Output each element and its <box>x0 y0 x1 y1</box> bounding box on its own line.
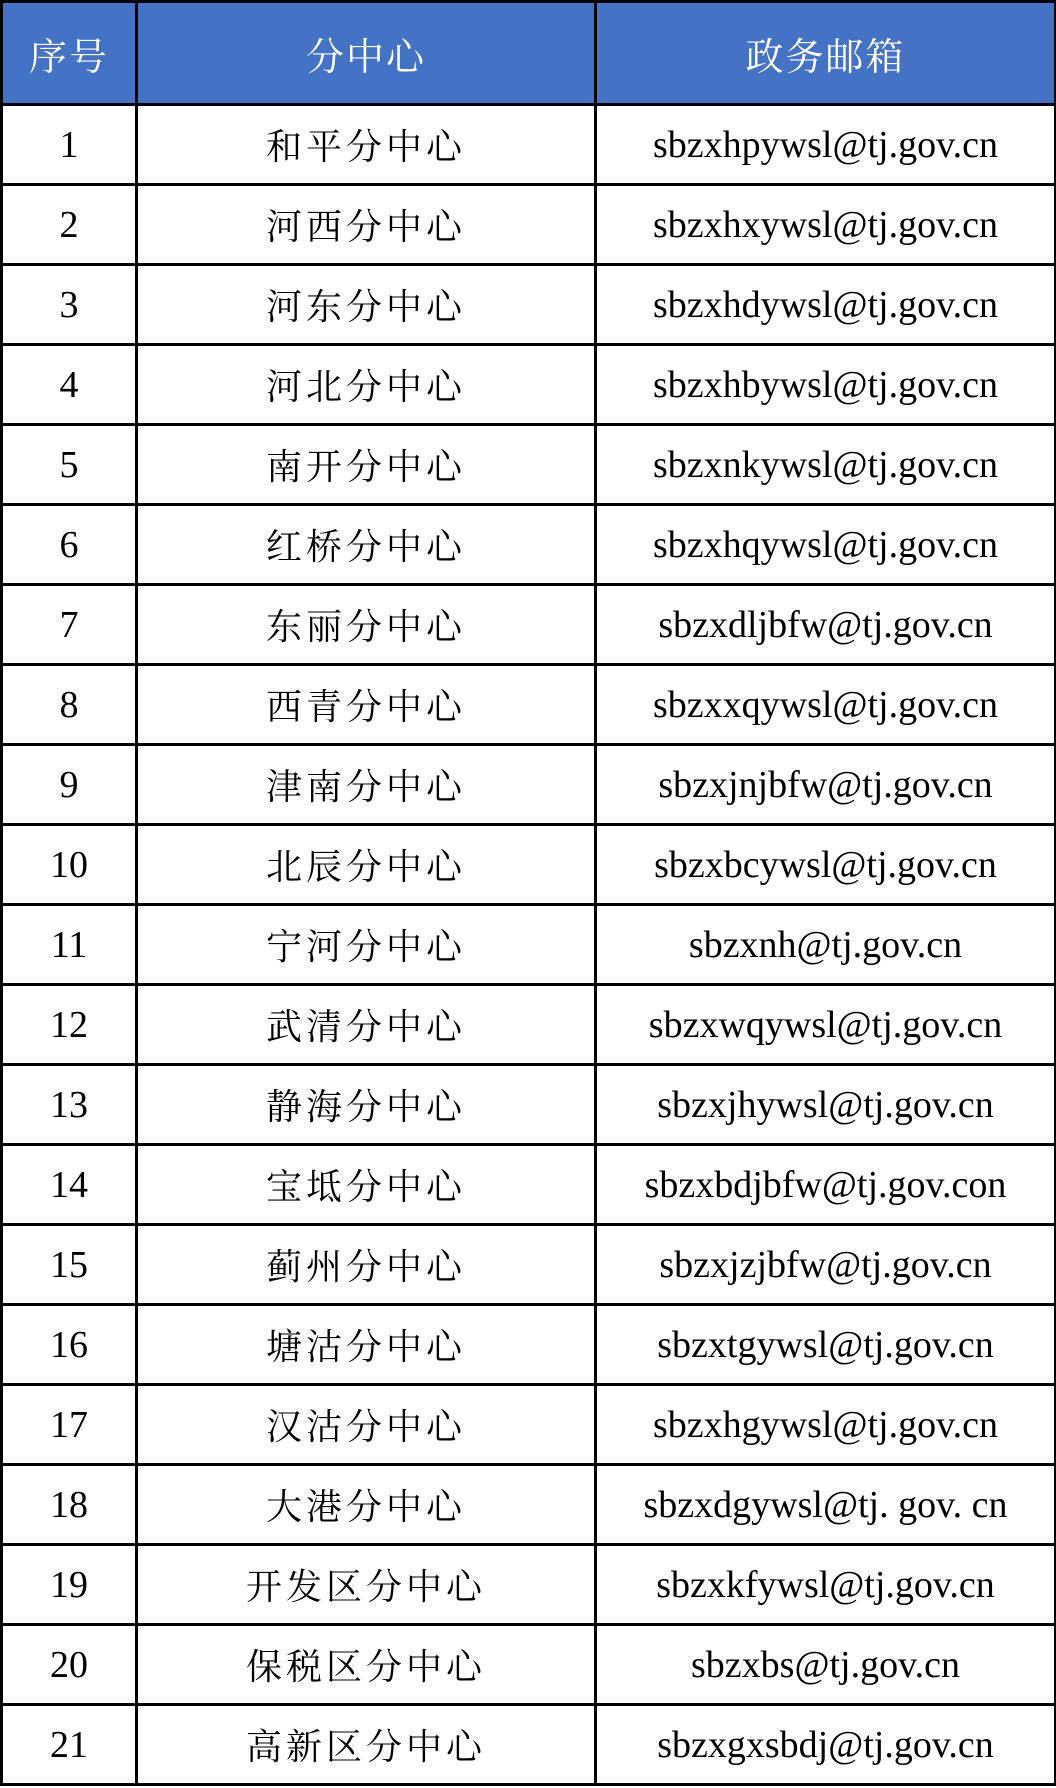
government-email-cell: sbzxnh@tj.gov.cn <box>596 905 1056 985</box>
header-row <box>2 2 1056 105</box>
branch-center-cell: 汉沽分中心 <box>137 1385 596 1465</box>
row-index-cell: 13 <box>2 1065 137 1145</box>
table-row <box>2 1545 1056 1625</box>
branch-center-cell: 河西分中心 <box>137 185 596 265</box>
row-index-cell: 9 <box>2 745 137 825</box>
branch-center-cell: 武清分中心 <box>137 985 596 1065</box>
table-row <box>2 1705 1056 1785</box>
branch-center-cell: 蓟州分中心 <box>137 1225 596 1305</box>
government-email-cell: sbzxhgywsl@tj.gov.cn <box>596 1385 1056 1465</box>
row-index-cell: 21 <box>2 1705 137 1785</box>
table-row <box>2 265 1056 345</box>
table-row <box>2 1145 1056 1225</box>
government-email-cell: sbzxtgywsl@tj.gov.cn <box>596 1305 1056 1385</box>
government-email-cell: sbzxjzjbfw@tj.gov.cn <box>596 1225 1056 1305</box>
government-email-cell: sbzxjhywsl@tj.gov.cn <box>596 1065 1056 1145</box>
table-row <box>2 905 1056 985</box>
government-email-cell: sbzxhdywsl@tj.gov.cn <box>596 265 1056 345</box>
branch-center-cell: 静海分中心 <box>137 1065 596 1145</box>
government-email-cell: sbzxdljbfw@tj.gov.cn <box>596 585 1056 665</box>
row-index-cell: 17 <box>2 1385 137 1465</box>
branch-center-cell: 宁河分中心 <box>137 905 596 985</box>
government-email-cell: sbzxgxsbdj@tj.gov.cn <box>596 1705 1056 1785</box>
government-email-cell: sbzxdgywsl@tj. gov. cn <box>596 1465 1056 1545</box>
row-index-cell: 12 <box>2 985 137 1065</box>
government-email-cell: sbzxbcywsl@tj.gov.cn <box>596 825 1056 905</box>
table-row <box>2 1065 1056 1145</box>
branch-center-cell: 河东分中心 <box>137 265 596 345</box>
government-email-cell: sbzxbs@tj.gov.cn <box>596 1625 1056 1705</box>
branch-center-cell: 红桥分中心 <box>137 505 596 585</box>
table-row <box>2 825 1056 905</box>
table-row <box>2 585 1056 665</box>
branch-center-cell: 开发区分中心 <box>137 1545 596 1625</box>
row-index-cell: 14 <box>2 1145 137 1225</box>
row-index-cell: 15 <box>2 1225 137 1305</box>
table-row <box>2 345 1056 425</box>
column-header-email: 政务邮箱 <box>596 2 1056 105</box>
branch-center-cell: 保税区分中心 <box>137 1625 596 1705</box>
row-index-cell: 16 <box>2 1305 137 1385</box>
table-row <box>2 665 1056 745</box>
government-email-cell: sbzxhqywsl@tj.gov.cn <box>596 505 1056 585</box>
table-row <box>2 105 1056 185</box>
row-index-cell: 5 <box>2 425 137 505</box>
table-row <box>2 505 1056 585</box>
row-index-cell: 4 <box>2 345 137 425</box>
column-header-center: 分中心 <box>137 2 596 105</box>
branch-center-cell: 宝坻分中心 <box>137 1145 596 1225</box>
government-email-cell: sbzxnkywsl@tj.gov.cn <box>596 425 1056 505</box>
government-email-cell: sbzxbdjbfw@tj.gov.con <box>596 1145 1056 1225</box>
table-row <box>2 1465 1056 1545</box>
branch-center-cell: 东丽分中心 <box>137 585 596 665</box>
row-index-cell: 6 <box>2 505 137 585</box>
column-header-index: 序号 <box>2 2 137 105</box>
table-row <box>2 425 1056 505</box>
row-index-cell: 7 <box>2 585 137 665</box>
table-header <box>2 2 1056 105</box>
government-email-cell: sbzxhxywsl@tj.gov.cn <box>596 185 1056 265</box>
table-row <box>2 1225 1056 1305</box>
row-index-cell: 1 <box>2 105 137 185</box>
branch-center-cell: 北辰分中心 <box>137 825 596 905</box>
branch-center-cell: 塘沽分中心 <box>137 1305 596 1385</box>
row-index-cell: 19 <box>2 1545 137 1625</box>
row-index-cell: 11 <box>2 905 137 985</box>
table-row <box>2 745 1056 825</box>
row-index-cell: 8 <box>2 665 137 745</box>
table-body <box>2 105 1056 1785</box>
government-email-cell: sbzxhbywsl@tj.gov.cn <box>596 345 1056 425</box>
table-row <box>2 1385 1056 1465</box>
branch-center-cell: 河北分中心 <box>137 345 596 425</box>
row-index-cell: 20 <box>2 1625 137 1705</box>
table-row <box>2 1625 1056 1705</box>
row-index-cell: 3 <box>2 265 137 345</box>
row-index-cell: 18 <box>2 1465 137 1545</box>
branch-center-cell: 津南分中心 <box>137 745 596 825</box>
row-index-cell: 10 <box>2 825 137 905</box>
branch-center-cell: 西青分中心 <box>137 665 596 745</box>
government-email-cell: sbzxhpywsl@tj.gov.cn <box>596 105 1056 185</box>
branch-center-cell: 南开分中心 <box>137 425 596 505</box>
table-row <box>2 985 1056 1065</box>
branch-center-cell: 高新区分中心 <box>137 1705 596 1785</box>
government-email-cell: sbzxxqywsl@tj.gov.cn <box>596 665 1056 745</box>
government-email-cell: sbzxwqywsl@tj.gov.cn <box>596 985 1056 1065</box>
branch-center-cell: 大港分中心 <box>137 1465 596 1545</box>
table-row <box>2 185 1056 265</box>
table-row <box>2 1305 1056 1385</box>
branch-center-cell: 和平分中心 <box>137 105 596 185</box>
government-email-cell: sbzxjnjbfw@tj.gov.cn <box>596 745 1056 825</box>
government-email-cell: sbzxkfywsl@tj.gov.cn <box>596 1545 1056 1625</box>
row-index-cell: 2 <box>2 185 137 265</box>
